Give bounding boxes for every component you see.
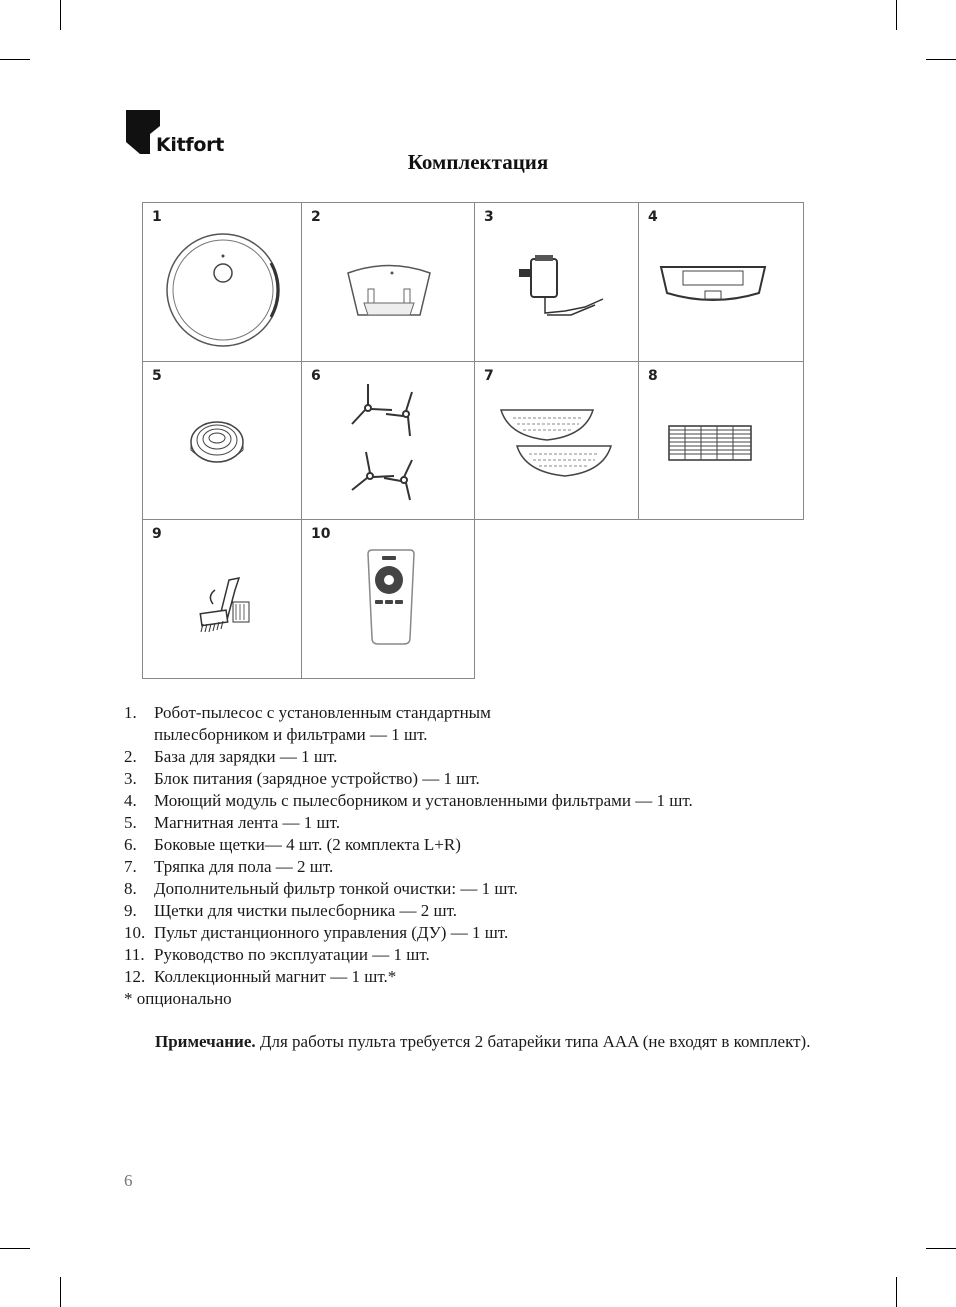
list-item [124,900,844,922]
list-item [124,702,844,746]
side-brushes-icon [302,362,476,521]
list-number: 12. [124,967,146,986]
list-number: 5. [124,813,137,832]
grid-cell-8 [638,361,804,520]
list-item [124,966,844,988]
list-item [124,922,844,944]
item-number: 1 [152,209,162,225]
power-adapter-icon [475,203,640,363]
list-text: База для зарядки — 1 шт. [154,747,338,766]
crop-mark [60,0,61,30]
crop-mark [60,1277,61,1307]
crop-mark [926,1248,956,1249]
list-text: Пульт дистанционного управления (ДУ) — 1 шт. [154,923,509,942]
robot-vacuum-icon [143,203,303,363]
list-number: 3. [124,769,137,788]
mop-module-icon [639,203,805,363]
list-item [124,812,844,834]
item-number: 6 [311,368,321,384]
crop-mark [0,59,30,60]
note-text: Для работы пульта требуется 2 батарейки типа AAA (не входят в комплект). [255,1032,811,1051]
grid-cell-2 [301,202,475,362]
list-item [124,834,844,856]
list-item [124,878,844,900]
list-number: 7. [124,857,137,876]
list-text [154,702,844,746]
list-number: 9. [124,901,137,920]
list-text: Дополнительный фильтр тонкой очистки: — 1 шт. [154,879,518,898]
item-number: 9 [152,526,162,542]
list-item [124,856,844,878]
note-paragraph [124,1031,831,1053]
list-text: Коллекционный магнит — 1 шт.* [154,967,397,986]
list-text: Боковые щетки— 4 шт. (2 комплекта L+R) [154,835,461,854]
list-text: Блок питания (зарядное устройство) — 1 шт. [154,769,480,788]
grid-cell-6 [301,361,475,520]
list-number: 10. [124,923,146,942]
contents-list [124,702,844,1010]
grid-cell-5 [142,361,302,520]
mop-cloths-icon [475,362,640,521]
list-number: 8. [124,879,137,898]
item-number: 4 [648,209,658,225]
list-number: 6. [124,835,137,854]
list-number: 1. [124,703,137,722]
page-title: Комплектация [407,150,549,174]
list-text-line: Робот-пылесос с установленным стандартным [154,703,491,722]
list-item [124,790,844,812]
crop-mark [896,1277,897,1307]
cleaning-brush-icon [143,520,303,680]
list-text: Щетки для чистки пылесборника — 2 шт. [154,901,458,920]
grid-cell-10 [301,519,475,679]
fine-filter-icon [639,362,805,521]
grid-cell-7 [474,361,639,520]
grid-cell-1 [142,202,302,362]
list-number: 2. [124,747,137,766]
grid-cell-9 [142,519,302,679]
crop-mark [926,59,956,60]
item-number: 10 [311,526,331,542]
list-item [124,746,844,768]
magnetic-tape-icon [143,362,303,521]
item-number: 8 [648,368,658,384]
list-text: Моющий модуль с пылесборником и установленными фильтрами — 1 шт. [154,791,693,810]
item-number: 5 [152,368,162,384]
page-number: 6 [124,1171,133,1190]
items-grid [142,202,804,679]
list-number: 4. [124,791,137,810]
list-text: Магнитная лента — 1 шт. [154,813,341,832]
list-item [124,944,844,966]
list-number: 11. [124,945,145,964]
list-item [124,768,844,790]
footnote: * опционально [124,989,232,1008]
grid-cell-3 [474,202,639,362]
brand-name: Kitfort [156,134,224,156]
remote-control-icon [302,520,476,680]
list-text-line: пылесборником и фильтрами — 1 шт. [154,725,428,744]
list-text: Тряпка для пола — 2 шт. [154,857,334,876]
item-number: 7 [484,368,494,384]
grid-cell-4 [638,202,804,362]
list-text: Руководство по эксплуатации — 1 шт. [154,945,430,964]
crop-mark [0,1248,30,1249]
item-number: 2 [311,209,321,225]
charging-base-icon [302,203,476,363]
crop-mark [896,0,897,30]
item-number: 3 [484,209,494,225]
note-label: Примечание. [155,1032,256,1051]
